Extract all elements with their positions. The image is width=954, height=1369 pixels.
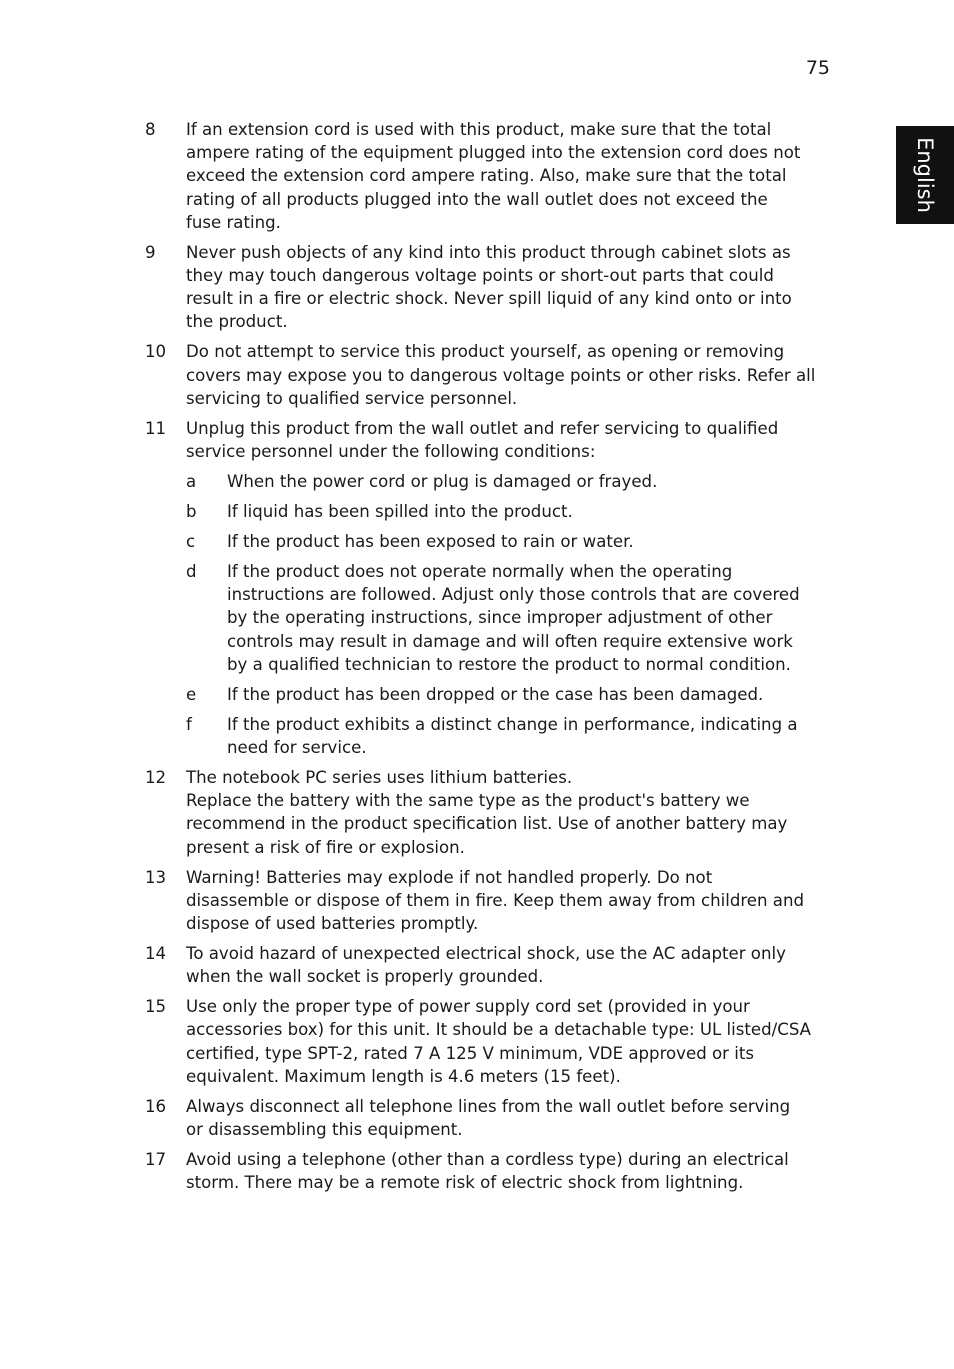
item-number: 15 — [145, 997, 167, 1017]
text-line: by the operating instructions, since improper adjustment of other — [227, 608, 773, 628]
sub-item-text — [227, 683, 835, 706]
item-number: 17 — [145, 1150, 167, 1170]
text-line: Do not attempt to service this product yourself, as opening or removing — [186, 342, 785, 362]
safety-instructions-list — [145, 118, 835, 1201]
sub-list-item — [186, 560, 835, 676]
item-text — [186, 1095, 835, 1141]
item-number: 16 — [145, 1096, 167, 1116]
item-number: 10 — [145, 342, 167, 362]
text-line: fuse rating. — [186, 212, 281, 232]
text-line: the product. — [186, 312, 288, 332]
page-number: 75 — [805, 57, 830, 79]
sub-list-item — [186, 683, 835, 706]
text-line: accessories box) for this unit. It should be a detachable type: UL listed/CSA — [186, 1020, 812, 1040]
text-line: Avoid using a telephone (other than a cordless type) during an electrical — [186, 1150, 789, 1170]
list-item — [145, 1095, 835, 1141]
text-line: instructions are followed. Adjust only those controls that are covered — [227, 585, 800, 605]
text-line: they may touch dangerous voltage points or short-out parts that could — [186, 266, 774, 286]
text-line: rating of all products plugged into the wall outlet does not exceed the — [186, 189, 768, 209]
sub-item-text — [227, 713, 835, 759]
item-text — [186, 766, 835, 859]
text-line: dispose of used batteries promptly. — [186, 914, 479, 934]
list-item — [145, 340, 835, 410]
item-text — [186, 942, 835, 988]
sub-item-letter: e — [186, 684, 197, 704]
item-number: 13 — [145, 867, 167, 887]
text-line: servicing to qualified service personnel. — [186, 388, 518, 408]
list-item — [145, 995, 835, 1088]
text-line: Use only the proper type of power supply cord set (provided in your — [186, 997, 750, 1017]
text-line: by a qualified technician to restore the product to normal condition. — [227, 654, 791, 674]
text-line: storm. There may be a remote risk of electric shock from lightning. — [186, 1173, 744, 1193]
text-line: Unplug this product from the wall outlet and refer servicing to qualified — [186, 418, 779, 438]
text-line: or disassembling this equipment. — [186, 1120, 463, 1140]
language-tab — [896, 126, 954, 224]
text-line: Always disconnect all telephone lines from the wall outlet before serving — [186, 1096, 791, 1116]
list-item — [145, 1148, 835, 1194]
list-item — [145, 241, 835, 334]
item-text — [186, 866, 835, 936]
text-line: controls may result in damage and will often require extensive work — [227, 631, 793, 651]
text-line: recommend in the product specification list. Use of another battery may — [186, 814, 788, 834]
text-line: ampere rating of the equipment plugged into the extension cord does not — [186, 143, 801, 163]
sub-list-item — [186, 713, 835, 759]
language-tab-label: English — [913, 137, 937, 213]
text-line: If the product has been exposed to rain or water. — [227, 532, 634, 552]
item-number: 11 — [145, 418, 167, 438]
item-number: 14 — [145, 944, 167, 964]
text-line: If liquid has been spilled into the product. — [227, 502, 573, 522]
sub-item-text — [227, 470, 835, 493]
sub-item-text — [227, 500, 835, 523]
sub-item-letter: f — [186, 714, 192, 734]
sub-item-letter: b — [186, 502, 197, 522]
item-text — [186, 241, 835, 334]
item-text — [186, 417, 835, 759]
text-line: need for service. — [227, 738, 367, 758]
text-line: Never push objects of any kind into this product through cabinet slots as — [186, 242, 791, 262]
sub-list-item — [186, 530, 835, 553]
text-line: exceed the extension cord ampere rating. Also, make sure that the total — [186, 166, 787, 186]
item-number: 8 — [145, 120, 156, 139]
sub-list-item — [186, 470, 835, 493]
text-line: equivalent. Maximum length is 4.6 meters (15 feet). — [186, 1066, 621, 1086]
item-text — [186, 1148, 835, 1194]
text-line: Warning! Batteries may explode if not handled properly. Do not — [186, 867, 713, 887]
list-item — [145, 417, 835, 759]
text-line: If the product exhibits a distinct change in performance, indicating a — [227, 714, 798, 734]
item-number: 12 — [145, 768, 167, 788]
text-line: When the power cord or plug is damaged or frayed. — [227, 472, 658, 492]
sub-item-letter: a — [186, 472, 197, 492]
text-line: present a risk of fire or explosion. — [186, 837, 465, 857]
text-line: If an extension cord is used with this product, make sure that the total — [186, 120, 772, 139]
item-text — [186, 995, 835, 1088]
sub-item-letter: c — [186, 532, 196, 552]
sub-item-letter: d — [186, 562, 197, 582]
item-text — [186, 340, 835, 410]
text-line: when the wall socket is properly grounded. — [186, 967, 544, 987]
text-line: The notebook PC series uses lithium batteries. — [186, 768, 573, 788]
text-line: result in a fire or electric shock. Never spill liquid of any kind onto or into — [186, 289, 792, 309]
text-line: disassemble or dispose of them in fire. Keep them away from children and — [186, 890, 805, 910]
sub-item-text — [227, 560, 835, 676]
list-item — [145, 118, 835, 234]
list-item — [145, 766, 835, 859]
text-line: covers may expose you to dangerous voltage points or other risks. Refer all — [186, 365, 816, 385]
text-line: If the product does not operate normally when the operating — [227, 562, 733, 582]
sub-item-text — [227, 530, 835, 553]
text-line: To avoid hazard of unexpected electrical shock, use the AC adapter only — [186, 944, 786, 964]
sub-list-item — [186, 500, 835, 523]
list-item — [145, 866, 835, 936]
text-line: certified, type SPT-2, rated 7 A 125 V minimum, VDE approved or its — [186, 1043, 755, 1063]
item-text — [186, 118, 835, 234]
list-item — [145, 942, 835, 988]
text-line: Replace the battery with the same type as the product's battery we — [186, 791, 750, 811]
text-line: If the product has been dropped or the case has been damaged. — [227, 684, 764, 704]
item-number: 9 — [145, 242, 156, 262]
text-line: service personnel under the following conditions: — [186, 442, 596, 462]
